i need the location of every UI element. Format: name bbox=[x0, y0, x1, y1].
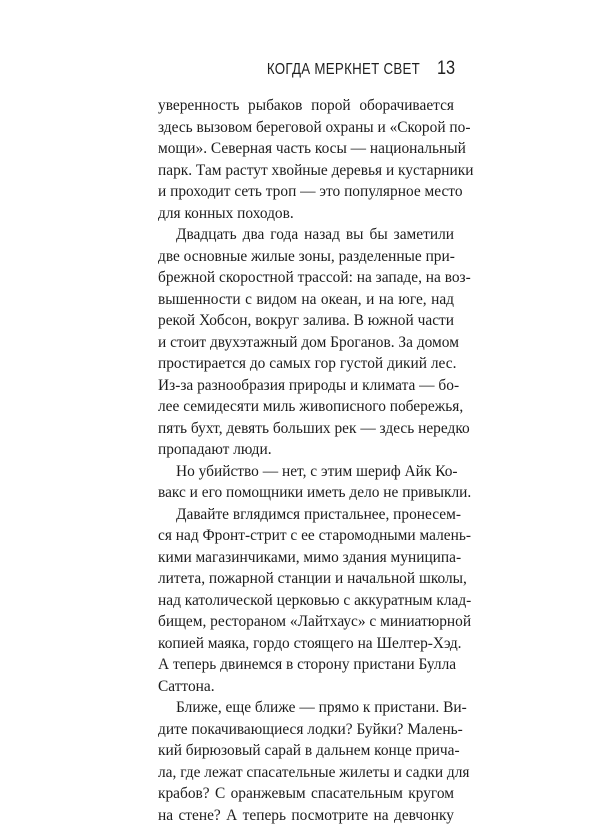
text-line: парк. Там растут хвойные деревья и кустарники bbox=[158, 160, 454, 182]
text-line: вышенности с видом на океан, и на юге, над bbox=[158, 289, 454, 311]
text-line: кий бирюзовый сарай в дальнем конце прича- bbox=[158, 740, 454, 762]
text-line: кими магазинчиками, мимо здания муниципа- bbox=[158, 547, 454, 569]
text-line: рекой Хобсон, вокруг залива. В южной части bbox=[158, 310, 454, 332]
text-line: Но убийство — нет, с этим шериф Айк Ко- bbox=[158, 461, 454, 483]
text-line: литета, пожарной станции и начальной школы, bbox=[158, 568, 454, 590]
text-line: для конных походов. bbox=[158, 203, 454, 225]
text-line: дите покачивающиеся лодки? Буйки? Малень- bbox=[158, 719, 454, 741]
text-line: и проходит сеть троп — это популярное место bbox=[158, 181, 454, 203]
paragraph bbox=[158, 95, 454, 224]
text-line: Саттона. bbox=[158, 676, 454, 698]
text-line: Давайте вглядимся пристальнее, пронесем- bbox=[158, 504, 454, 526]
page-number: 13 bbox=[437, 58, 455, 80]
text-line: здесь вызовом береговой охраны и «Скорой по- bbox=[158, 117, 454, 139]
text-line: ся над Фронт-стрит с ее старомодными малень- bbox=[158, 525, 454, 547]
running-head bbox=[242, 58, 455, 80]
paragraph bbox=[158, 697, 454, 826]
text-line: лее семидесяти миль живописного побережья, bbox=[158, 396, 454, 418]
paragraph bbox=[158, 504, 454, 698]
text-line: пропадают люди. bbox=[158, 439, 454, 461]
text-line: копией маяка, гордо стоящего на Шелтер-Хэд. bbox=[158, 633, 454, 655]
body-text bbox=[158, 95, 454, 826]
text-line: бищем, рестораном «Лайтхаус» с миниатюрной bbox=[158, 611, 454, 633]
paragraph bbox=[158, 461, 454, 504]
text-line: простирается до самых гор густой дикий лес. bbox=[158, 353, 454, 375]
text-line: пять бухт, девять больших рек — здесь нередко bbox=[158, 418, 454, 440]
text-line: и стоит двухэтажный дом Броганов. За домом bbox=[158, 332, 454, 354]
text-line: Двадцать два года назад вы бы заметили bbox=[158, 224, 454, 246]
text-line: крабов? С оранжевым спасательным кругом bbox=[158, 783, 454, 805]
text-line: уверенность рыбаков порой оборачивается bbox=[158, 95, 454, 117]
paragraph bbox=[158, 224, 454, 461]
text-line: на стене? А теперь посмотрите на девчонку bbox=[158, 805, 454, 826]
text-line: брежной скоростной трассой: на западе, на воз- bbox=[158, 267, 454, 289]
text-line: две основные жилые зоны, разделенные при- bbox=[158, 246, 454, 268]
text-line: Ближе, еще ближе — прямо к пристани. Ви- bbox=[158, 697, 454, 719]
running-title: КОГДА МЕРКНЕТ СВЕТ bbox=[267, 61, 420, 79]
text-line: над католической церковью с аккуратным клад- bbox=[158, 590, 454, 612]
text-line: вакс и его помощники иметь дело не привыкли. bbox=[158, 482, 454, 504]
text-line: А теперь двинемся в сторону пристани Булла bbox=[158, 654, 454, 676]
text-line: ла, где лежат спасательные жилеты и садки для bbox=[158, 762, 454, 784]
text-line: Из-за разнообразия природы и климата — бо- bbox=[158, 375, 454, 397]
text-line: мощи». Северная часть косы — национальный bbox=[158, 138, 454, 160]
